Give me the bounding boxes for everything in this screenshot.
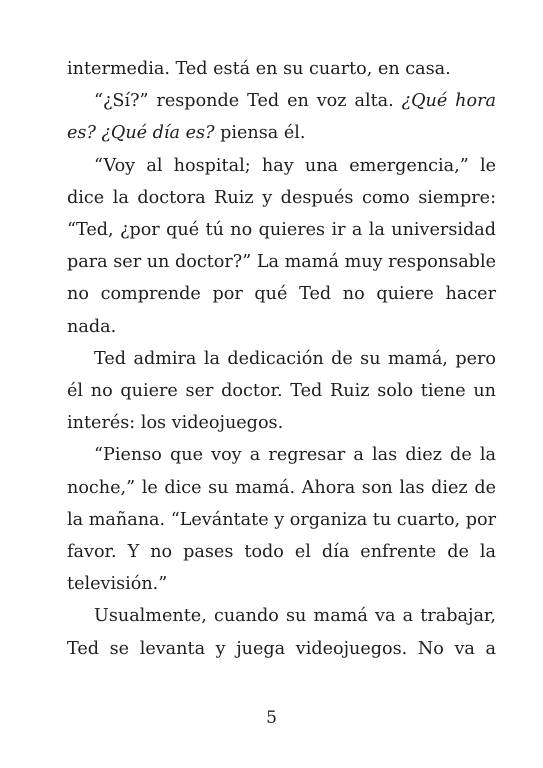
paragraph-2 bbox=[67, 85, 496, 149]
text-run: intermedia. Ted está en su cuarto, en casa. bbox=[67, 59, 451, 79]
paragraph-6 bbox=[67, 600, 496, 664]
text-run: piensa él. bbox=[214, 123, 306, 144]
text-run: Usualmente, cuando su mamá va a trabajar, Ted se levanta y juega videojuegos. No va a bbox=[67, 606, 496, 659]
paragraph-5 bbox=[67, 439, 496, 600]
text-run: “Pienso que voy a regresar a las diez de la noche,” le dice su mamá. Ahora son las diez de la mañana. “Levántate y organiza tu cuarto, por favor. Y no pases todo el día enfrente de la televisión.” bbox=[67, 445, 496, 595]
text-run: “¿Sí?” responde Ted en voz alta. bbox=[94, 91, 402, 112]
text-run: Ted admira la dedicación de su mamá, pero él no quiere ser doctor. Ted Ruiz solo tiene un interés: los videojuegos. bbox=[67, 348, 496, 434]
text-run: “Voy al hospital; hay una emergencia,” le dice la doctora Ruiz y después como siempre: “Ted, ¿por qué tú no quieres ir a la universidad para ser un doctor?” La mamá muy responsable no comprende por qué Ted no quiere hacer nada. bbox=[67, 155, 496, 337]
body-text bbox=[67, 53, 496, 665]
paragraph-1 bbox=[67, 53, 496, 85]
paragraph-3 bbox=[67, 150, 496, 343]
page-number: 5 bbox=[266, 708, 277, 728]
paragraph-4 bbox=[67, 343, 496, 440]
italic-thought: ¿Qué hora es? ¿Qué día es? bbox=[67, 91, 497, 144]
